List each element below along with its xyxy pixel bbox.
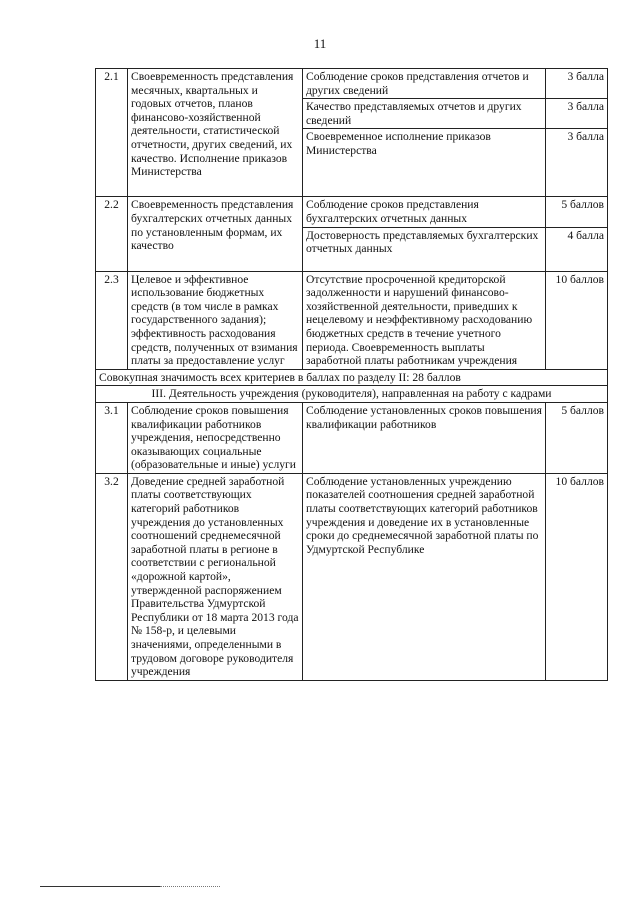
criterion-cell: Своевременность представления месячных, квартальных и годовых отчетов, планов финансово-хозяйственной деятельности, статистической отчетности, других сведений, их качество. Исполнение приказов Министерства bbox=[128, 69, 303, 197]
criterion-cell: Своевременность представления бухгалтерских отчетных данных по установленным формам, их качество bbox=[128, 197, 303, 271]
points-cell: 3 балла bbox=[546, 129, 608, 197]
indicator-cell: Отсутствие просроченной кредиторской задолженности и нарушений финансово-хозяйственной деятельности, приведших к нецелевому и неэффективному расходованию бюджетных средств в течение учетного периода. Своевременность выплаты заработной платы работникам учреждения bbox=[303, 271, 546, 369]
indicator-cell: Соблюдение установленных учреждению показателей соотношения средней заработной платы соответствующих категорий работников учреждения и доведение их в установленные сроки до среднемесячной заработной платы по Удмуртской Республике bbox=[303, 473, 546, 680]
row-number: 2.3 bbox=[96, 271, 128, 369]
points-cell: 3 балла bbox=[546, 99, 608, 129]
points-cell: 3 балла bbox=[546, 69, 608, 99]
points-cell: 10 баллов bbox=[546, 271, 608, 369]
section-summary: Совокупная значимость всех критериев в баллах по разделу II: 28 баллов bbox=[96, 369, 608, 386]
points-cell: 5 баллов bbox=[546, 197, 608, 227]
indicator-cell: Качество представляемых отчетов и других сведений bbox=[303, 99, 546, 129]
indicator-cell: Соблюдение сроков представления бухгалтерских отчетных данных bbox=[303, 197, 546, 227]
table-row bbox=[96, 197, 608, 227]
criteria-table bbox=[95, 68, 608, 681]
indicator-cell: Своевременное исполнение приказов Министерства bbox=[303, 129, 546, 197]
table-row bbox=[96, 69, 608, 99]
indicator-cell: Соблюдение сроков представления отчетов и других сведений bbox=[303, 69, 546, 99]
criterion-cell: Соблюдение сроков повышения квалификации работников учреждения, непосредственно оказывающих социальные (образовательные и иные) услуги bbox=[128, 402, 303, 473]
table-row bbox=[96, 369, 608, 386]
points-cell: 10 баллов bbox=[546, 473, 608, 680]
row-number: 3.2 bbox=[96, 473, 128, 680]
criterion-cell: Доведение средней заработной платы соответствующих категорий работников учреждения до установленных соотношений среднемесячной заработной платы в регионе в соответствии с региональной «дорожной картой», утвержденной распоряжением Правительства Удмуртской Республики от 18 марта 2013 года № 158-р, и целевыми значениями, определенными в трудовом договоре руководителя учреждения bbox=[128, 473, 303, 680]
table-row bbox=[96, 386, 608, 403]
table-row bbox=[96, 473, 608, 680]
points-cell: 5 баллов bbox=[546, 402, 608, 473]
row-number: 2.2 bbox=[96, 197, 128, 271]
table-row bbox=[96, 271, 608, 369]
footer-rule bbox=[40, 886, 160, 887]
criterion-cell: Целевое и эффективное использование бюджетных средств (в том числе в рамках государственного задания); эффективность расходования средств, полученных от взимания платы за предоставление услуг bbox=[128, 271, 303, 369]
row-number: 3.1 bbox=[96, 402, 128, 473]
page-number: 11 bbox=[313, 36, 327, 51]
section-heading: III. Деятельность учреждения (руководителя), направленная на работу с кадрами bbox=[96, 386, 608, 403]
row-number: 2.1 bbox=[96, 69, 128, 197]
table-row bbox=[96, 402, 608, 473]
indicator-cell: Достоверность представляемых бухгалтерских отчетных данных bbox=[303, 227, 546, 271]
points-cell: 4 балла bbox=[546, 227, 608, 271]
indicator-cell: Соблюдение установленных сроков повышения квалификации работников bbox=[303, 402, 546, 473]
footer-rule-dotted bbox=[160, 886, 220, 887]
